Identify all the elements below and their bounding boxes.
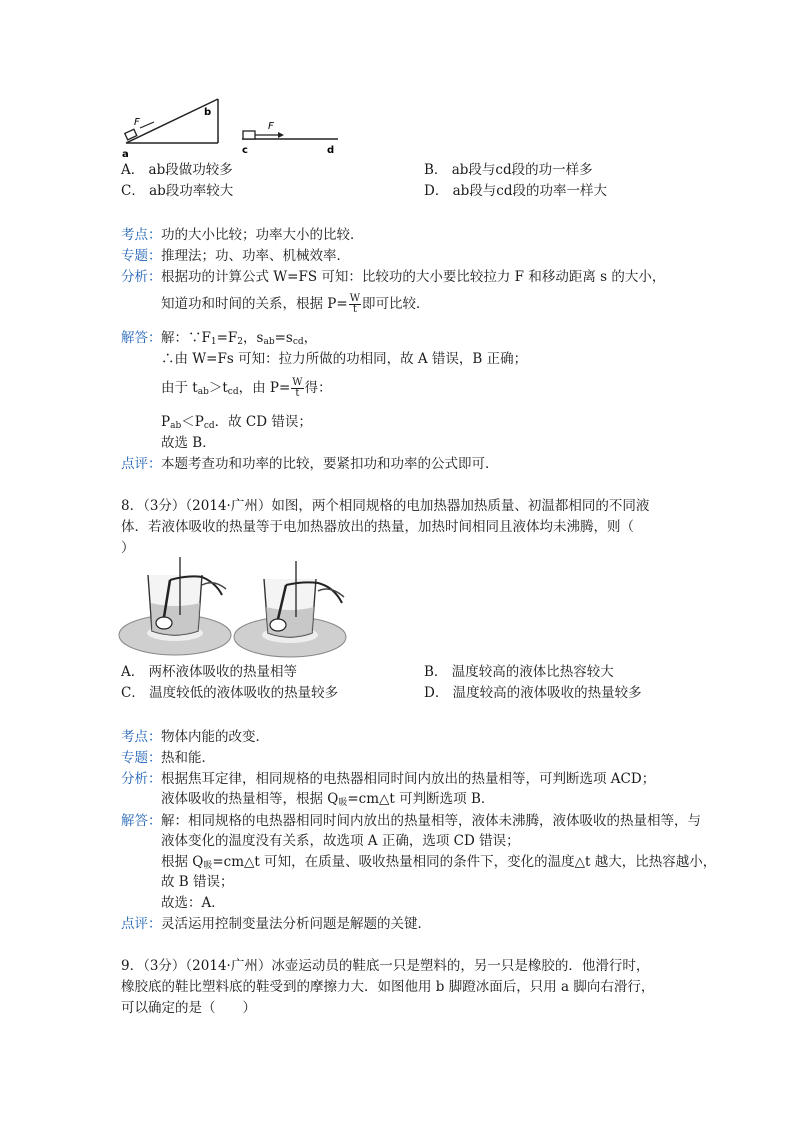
label-b: b [204, 107, 212, 118]
q7-fenxi-line1: 根据功的计算公式 W=FS 可知：比较功的大小要比较拉力 F 和移动距离 s 的大小， [161, 269, 666, 285]
q8-zhuanti-label: 专题： [121, 750, 162, 766]
q7-option-d[interactable]: D． ab段与cd段的功率一样大 [424, 183, 608, 199]
right-heater [270, 619, 286, 631]
q7-jieda-label: 解答： [121, 330, 162, 346]
q7-kaodian-label: 考点： [121, 227, 162, 243]
q8-option-a[interactable]: A． 两杯液体吸收的热量相等 [121, 664, 298, 680]
q8-jieda-line5: 故选：A． [161, 895, 225, 911]
q8-stem-line2: 体．若液体吸收的热量等于电加热器放出的热量，加热时间相同且液体均未沸腾，则（ [121, 519, 634, 535]
q8-jieda-label: 解答： [121, 813, 162, 829]
horizontal-block [243, 131, 255, 139]
q8-fenxi-line1: 根据焦耳定律，相同规格的电热器相同时间内放出的热量相等，可判断选项 ACD； [161, 771, 656, 787]
q7-fenxi-line2: 知道功和时间的关系，根据 P= $\frac{W}{t}$ 即可比较． [161, 293, 430, 315]
q9-stem-line2: 橡胶底的鞋比塑料底的鞋受到的摩擦力大．如图他用 b 脚蹬冰面后，只用 a 脚向右滑行， [121, 979, 655, 995]
incline-force-arrow [140, 122, 154, 128]
label-d: d [327, 145, 335, 156]
q7-option-b[interactable]: B． ab段与cd段的功一样多 [424, 162, 593, 178]
q7-jieda-line3: 由于 $t_{ab}>t_{cd}$，由 P= $\frac{W}{t}$ 得： [161, 377, 332, 399]
q8-kaodian-text: 物体内能的改变． [161, 729, 269, 745]
q7-kaodian-text: 功的大小比较；功率大小的比较． [161, 227, 364, 243]
q8-fenxi-label: 分析： [121, 771, 162, 787]
q8-fenxi-line2: 液体吸收的热量相等，根据 $Q_吸=cm\triangle t$ 可判断选项 B． [161, 791, 495, 808]
q8-kaodian-label: 考点： [121, 729, 162, 745]
label-a: a [122, 149, 129, 160]
q7-option-c[interactable]: C． ab段功率较大 [121, 183, 234, 199]
incline-surface [126, 99, 218, 143]
label-c: c [242, 145, 248, 156]
q7-jieda-line4: $P_{ab}<P_{cd}$．故 CD 错误； [161, 414, 312, 431]
q8-stem-line1: 8．（3分）（2014·广州）如图，两个相同规格的电加热器加热质量、初温都相同的不同液 [121, 498, 650, 514]
q8-jieda-line4: 故 B 错误； [161, 874, 234, 890]
q7-jieda-line5: 故选 B． [161, 435, 216, 451]
q9-stem-line3: 可以确定的是（ ） [121, 1000, 256, 1016]
q7-jieda-line2: ∴由 W=Fs 可知：拉力所做的功相同，故 A 错误，B 正确； [161, 351, 528, 367]
q7-dianping-text: 本题考查功和功率的比较，要紧扣功和功率的公式即可． [161, 456, 499, 472]
q8-option-c[interactable]: C． 温度较低的液体吸收的热量较多 [121, 685, 339, 701]
q8-stem-line3: ） [121, 540, 135, 556]
q8-jieda-line2: 液体变化的温度没有关系，故选项 A 正确，选项 CD 错误； [161, 833, 520, 849]
q9-stem-line1: 9．（3分）（2014·广州）冰壶运动员的鞋底一只是塑料的，另一只是橡胶的．他滑行时， [121, 958, 650, 974]
left-heater [156, 617, 172, 629]
q8-jieda-line1: 解：相同规格的电热器相同时间内放出的热量相等，液体未沸腾，液体吸收的热量相等，与 [161, 813, 701, 829]
q7-dianping-label: 点评： [121, 456, 162, 472]
q8-jieda-line3: 根据 $Q_吸=cm\triangle t$ 可知，在质量、吸收热量相同的条件下，变化的温度△t 越大，比热容越小， [161, 854, 717, 871]
q7-zhuanti-text: 推理法；功、功率、机械效率． [161, 248, 350, 264]
power-fraction-2: $\frac{W}{t}$ [292, 377, 303, 399]
label-F1: F [134, 117, 140, 128]
q8-option-b[interactable]: B． 温度较高的液体比热容较大 [424, 664, 614, 680]
q7-option-a[interactable]: A． ab段做功较多 [121, 162, 233, 178]
q7-zhuanti-label: 专题： [121, 248, 162, 264]
q8-dianping-text: 灵活运用控制变量法分析问题是解题的关键． [161, 916, 431, 932]
q8-dianping-label: 点评： [121, 916, 162, 932]
heating-beakers-figure [118, 555, 348, 660]
incline-and-horizontal-figure [118, 95, 348, 160]
q8-option-d[interactable]: D． 温度较高的液体吸收的热量较多 [424, 685, 642, 701]
power-fraction: $\frac{W}{t}$ [349, 293, 360, 315]
q7-fenxi-label: 分析： [121, 269, 162, 285]
label-F2: F [268, 121, 274, 132]
q8-zhuanti-text: 热和能． [161, 750, 215, 766]
q7-jieda-line1: 解：$\because F_1=F_2$，$s_{ab}=s_{cd}$， [161, 330, 318, 347]
